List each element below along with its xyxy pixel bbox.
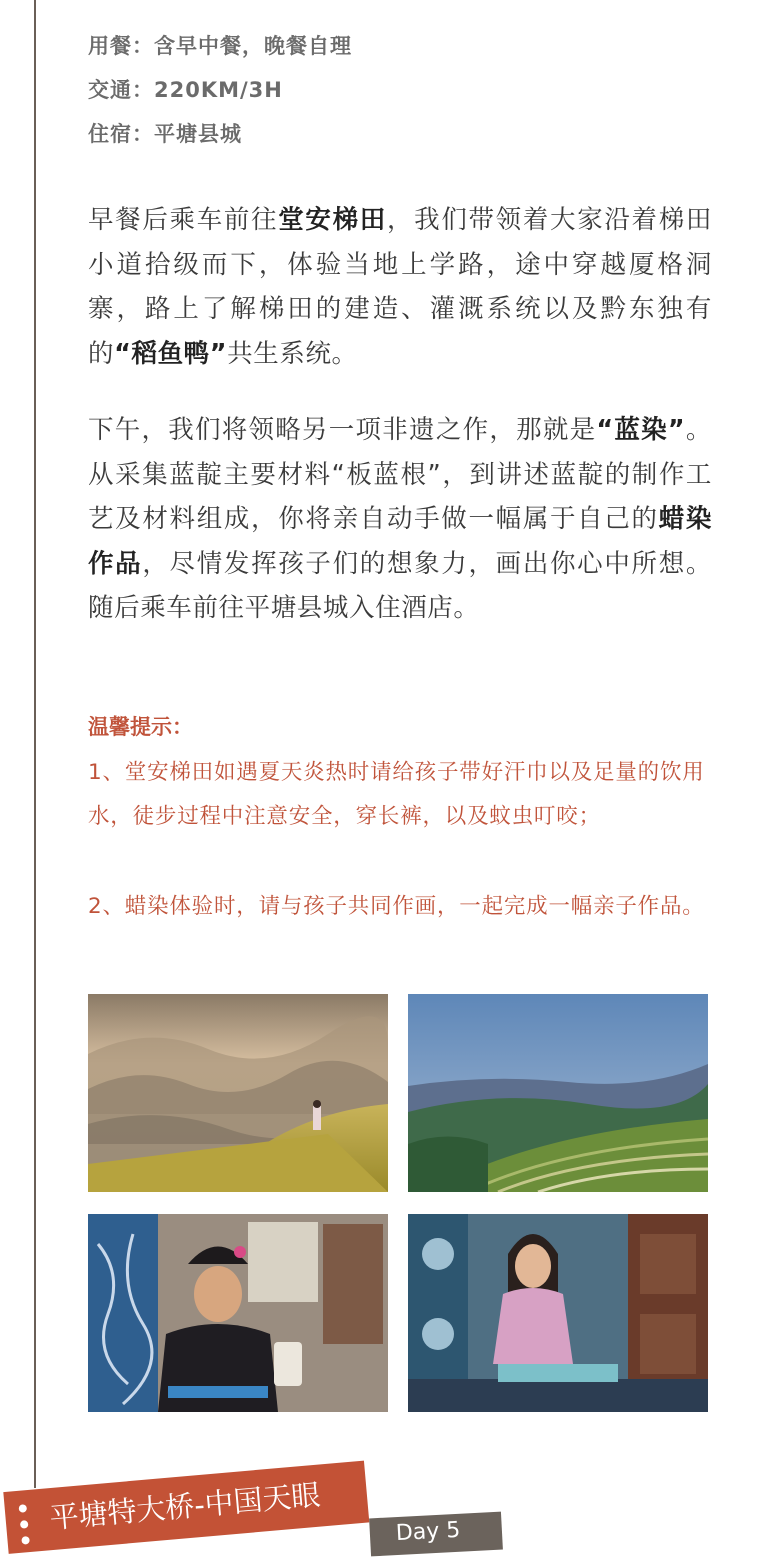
highlight-batik-work: 蜡染作品 xyxy=(88,504,712,579)
day-label: Day 5 xyxy=(395,1517,461,1547)
next-day-title-banner xyxy=(3,1461,369,1554)
banner-dot-icon xyxy=(21,1536,30,1545)
itinerary-paragraph-morning: 早餐后乘车前往堂安梯田，我们带领着大家沿着梯田小道拾级而下，体验当地上学路，途中穿越厦格洞寨，路上了解梯田的建造、灌溉系统以及黔东独有的“稻鱼鸭”共生系统。 xyxy=(88,205,713,369)
banner-dot-icon xyxy=(18,1504,27,1513)
highlight-tangan-terraces: 堂安梯田 xyxy=(278,205,387,235)
next-day-title: 平塘特大桥-中国天眼 xyxy=(48,1477,322,1536)
itinerary-paragraph-afternoon: 下午，我们将领略另一项非遗之作，那就是“蓝染”。从采集蓝靛主要材料“板蓝根”，到讲述蓝靛的制作工艺及材料组成，你将亲自动手做一幅属于自己的蜡染作品，尽情发挥孩子们的想象力，画出你心中所想。随后乘车前往平塘县城入住酒店。 xyxy=(88,415,712,623)
photo-rice-terraces xyxy=(408,994,708,1192)
highlight-indigo-dye: “蓝染” xyxy=(596,415,686,445)
meals-info: 用餐：含早中餐，晚餐自理 xyxy=(88,34,352,58)
tips-title: 温馨提示： xyxy=(88,715,193,739)
photo-batik-guide xyxy=(88,1214,388,1412)
timeline-line xyxy=(34,0,36,1488)
tip-item-2: 2、蜡染体验时，请与孩子共同作画，一起完成一幅亲子作品。 xyxy=(88,894,705,919)
photo-misty-terrace-field xyxy=(88,994,388,1192)
day-badge xyxy=(369,1512,503,1557)
highlight-rice-fish-duck: “稻鱼鸭” xyxy=(114,338,228,369)
lodging-info: 住宿：平塘县城 xyxy=(88,122,242,146)
transport-info: 交通：220KM/3H xyxy=(88,78,283,102)
tip-item-1: 1、堂安梯田如遇夏天炎热时请给孩子带好汗巾以及足量的饮用水，徒步过程中注意安全，穿长裤，以及蚊虫叮咬； xyxy=(88,760,705,829)
banner-dot-icon xyxy=(20,1520,29,1529)
photo-indigo-dye-craft xyxy=(408,1214,708,1412)
